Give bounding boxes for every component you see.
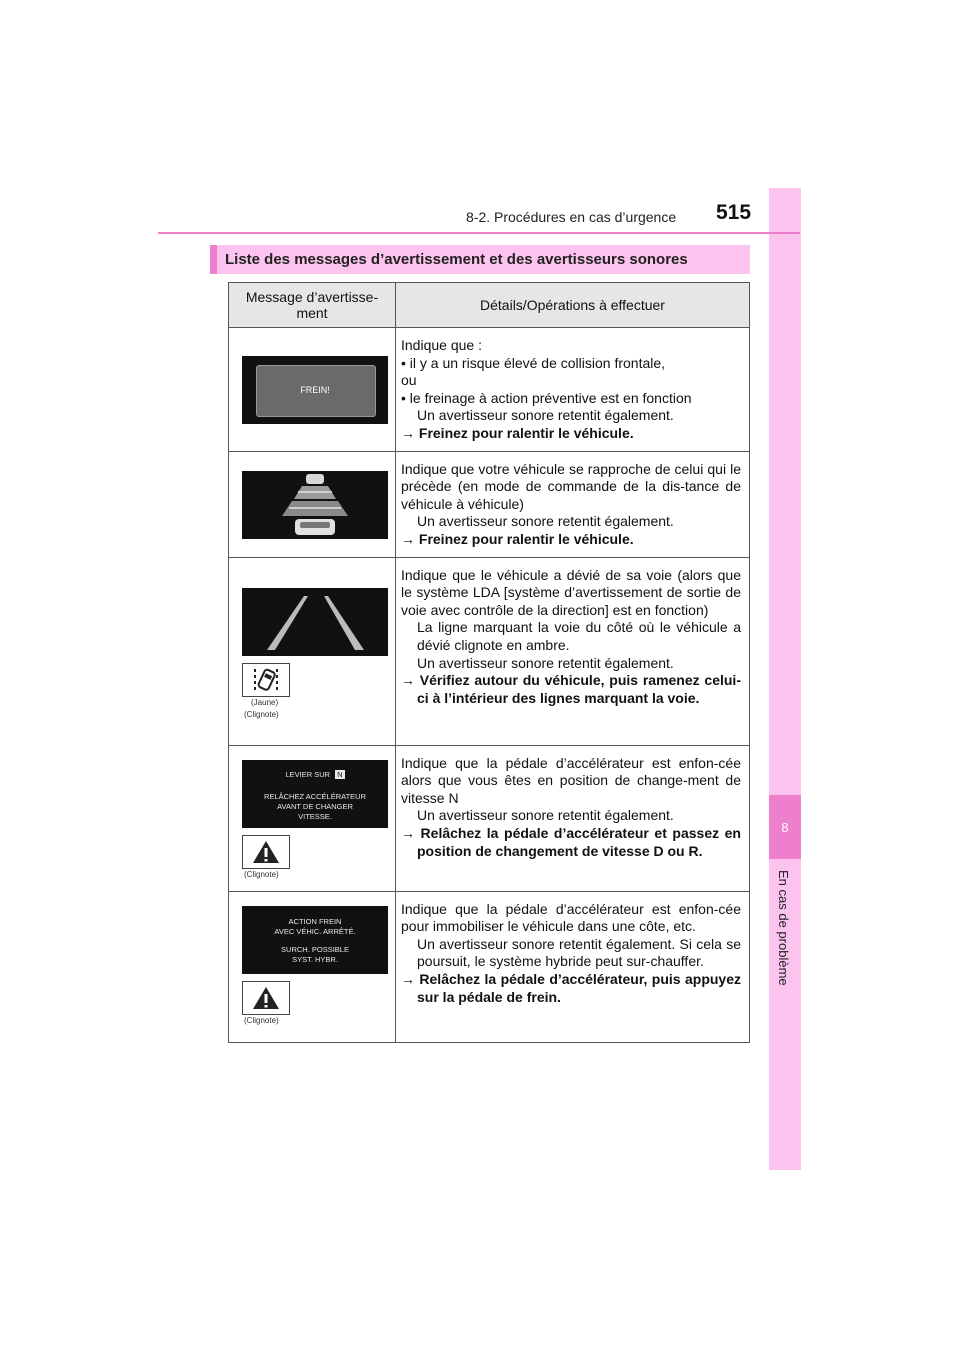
row-text: Un avertisseur sonore retentit également.	[417, 513, 674, 530]
row-action: → Vérifiez autour du véhicule, puis ramenez celui-ci à l’intérieur des lignes marquant la voie.	[401, 672, 741, 706]
caption-flashing: (Clignote)	[244, 869, 279, 879]
row-text: Un avertisseur sonore retentit également.	[417, 807, 674, 824]
gear-n-badge: N	[337, 769, 343, 779]
shift-screen-line: RELÂCHEZ ACCÉLÉRATEUR	[264, 791, 366, 801]
shift-screen-line: VITESSE.	[298, 811, 332, 821]
row-text: ou	[401, 372, 417, 389]
row-text: Un avertisseur sonore retentit également. Si cela se poursuit, le système hybride peut sur-chauffer.	[417, 935, 741, 970]
brake-warning-screen-text: FREIN!	[300, 385, 330, 395]
row-action: → Relâchez la pédale d’accélérateur, puis appuyez sur la pédale de frein.	[401, 970, 741, 1005]
shift-screen-line: AVANT DE CHANGER	[277, 801, 353, 811]
caption-yellow: (Jaune)	[251, 697, 279, 707]
row-text: La ligne marquant la voie du côté où le véhicule a dévié clignote en ambre.	[417, 619, 741, 653]
lda-indicator-box	[242, 663, 290, 697]
hybrid-screen-line: ACTION FREIN	[288, 916, 342, 926]
hybrid-screen-line: AVEC VÉHIC. ARRÊTÉ.	[274, 926, 356, 936]
shift-screen-line: LEVIER SUR	[285, 769, 331, 779]
row-text: Un avertisseur sonore retentit également.	[417, 407, 674, 424]
master-warning-icon	[251, 985, 281, 1011]
row-text: • il y a un risque élevé de collision frontale,	[401, 354, 666, 371]
master-warning-box	[242, 981, 290, 1015]
hybrid-screen-line: SURCH. POSSIBLE	[281, 944, 349, 954]
table-row	[229, 745, 750, 891]
row-text: Indique que la pédale d’accélérateur est enfon-cée pour immobiliser le véhicule dans une côte, etc.	[401, 900, 741, 935]
row-text: Indique que votre véhicule se rapproche de celui qui le précède (en mode de commande de la dis-tance de véhicule à véhicule)	[401, 460, 741, 512]
page-number: 515	[716, 201, 752, 224]
hybrid-screen-line: SYST. HYBR.	[292, 954, 338, 964]
vehicle-approach-icon	[242, 471, 388, 539]
table-row	[229, 891, 750, 1042]
column-header-message: Message d’avertisse- ment	[229, 283, 396, 328]
approach-warning-screen	[242, 471, 388, 539]
row-text: Un avertisseur sonore retentit également.	[417, 654, 674, 671]
brake-warning-screen	[242, 356, 388, 424]
master-warning-icon	[251, 839, 281, 865]
row-text: Indique que la pédale d’accélérateur est enfon-cée alors que vous êtes en position de change-ment de vitesse N	[401, 754, 741, 806]
hybrid-overheat-screen	[242, 906, 388, 974]
master-warning-box	[242, 835, 290, 869]
table-row	[229, 328, 750, 452]
lane-lines-icon	[242, 588, 388, 656]
row-action: → Relâchez la pédale d’accélérateur et passez en position de changement de vitesse D ou R.	[401, 824, 741, 859]
caption-flashing: (Clignote)	[244, 1015, 279, 1025]
side-tab	[769, 188, 801, 1170]
chapter-number: 8	[781, 820, 789, 835]
header-rule	[158, 232, 800, 234]
section-heading: Liste des messages d’avertissement et des avertisseurs sonores	[210, 245, 750, 274]
chapter-label: En cas de problème	[776, 870, 791, 986]
warning-messages-table	[228, 282, 750, 1043]
table-row	[229, 557, 750, 745]
row-action: → Freinez pour ralentir le véhicule.	[401, 530, 634, 547]
table-header-row	[229, 283, 750, 328]
row-text: Indique que :	[401, 337, 482, 353]
column-header-details: Détails/Opérations à effectuer	[396, 283, 750, 328]
lane-departure-screen	[242, 588, 388, 656]
row-text: • le freinage à action préventive est en fonction	[401, 389, 692, 406]
caption-flashing: (Clignote)	[244, 709, 279, 719]
table-row	[229, 451, 750, 557]
row-action: → Freinez pour ralentir le véhicule.	[401, 424, 634, 441]
shift-warning-screen	[242, 760, 388, 828]
lane-departure-icon	[249, 666, 283, 694]
row-text: Indique que le véhicule a dévié de sa voie (alors que le système LDA [système d’avertissement de sortie de voie avec contrôle de la direction] est en fonction)	[401, 566, 741, 618]
header-title: 8-2. Procédures en cas d’urgence	[466, 209, 677, 225]
